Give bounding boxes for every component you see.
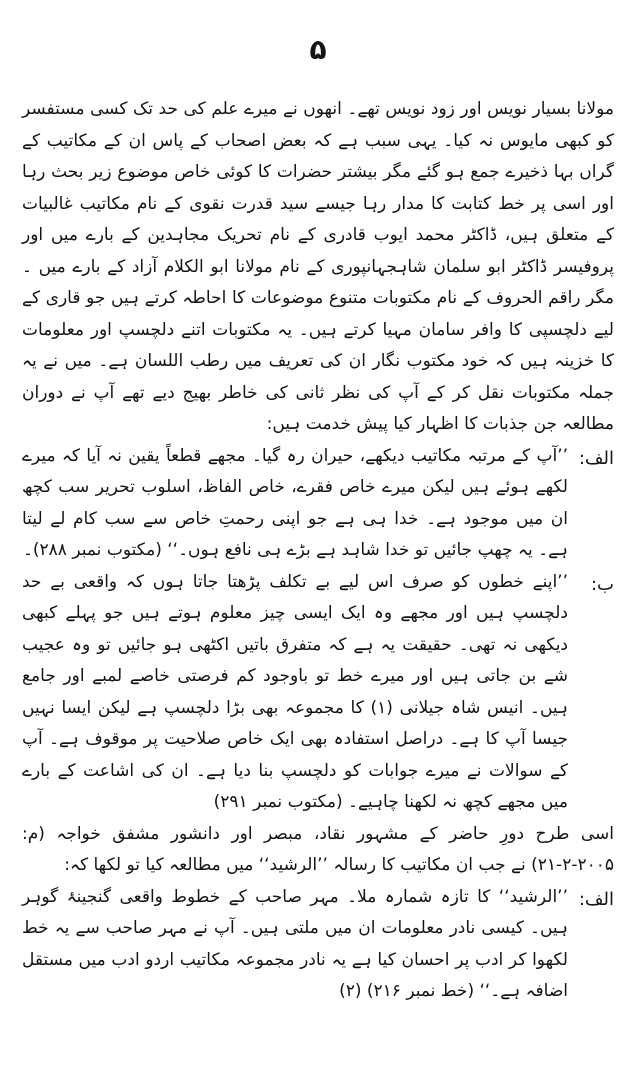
page-number: ۵ <box>309 33 327 66</box>
quote-text: ’’اپنے خطوں کو صرف اس لیے بے تکلف پڑھتا جاتا ہوں کہ واقعی بے حد دلچسپ ہیں اور مجھے وہ ایک ایسی چیز معلوم ہوتے ہیں جو پہلے کبھی دیکھی نہ تھی۔ حقیقت یہ ہے کہ متفرق باتیں اکٹھی ہو جائیں تو وہ عجیب شے بن جاتی ہیں اور میرے خط تو باوجود کم فرصتی خاصے لمبے اور جامع ہیں۔ انیس شاہ جیلانی (۱) کا مجموعہ بھی بڑا دلچسپ ہے لیکن ایسا نہیں جیسا آپ کا ہے۔ دراصل استفادہ بھی ایک خاص صلاحیت پر موقوف ہے۔ آپ کے سوالات نے میرے جوابات کو دلچسپ بنا دیا ہے۔ ان کی اشاعت کے بارے میں مجھے کچھ نہ لکھنا چاہیے۔ (مکتوب نمبر ۲۹۱) <box>22 571 568 812</box>
quote-alif-second <box>22 882 614 1008</box>
transition-paragraph: اسی طرح دورِ حاضر کے مشہور نقاد، مبصر اور دانشور مشفق خواجہ (م: ۲۰۰۵-۲-۲۱) نے جب ان مکاتیب کا رسالہ ’’الرشید‘‘ میں مطالعہ کیا تو لکھا کہ: <box>22 823 614 875</box>
intro-paragraph: مولانا بسیار نویس اور زود نویس تھے۔ انھوں نے میرے علم کی حد تک کسی مستفسر کو کبھی مایوس نہ کیا۔ یہی سبب ہے کہ بعض اصحاب کے پاس ان کے مکاتیب کے گراں بہا ذخیرے جمع ہو گئے مگر بیشتر حضرات کا کوئی خاص موضوع زیر بحث رہا اور اسی پر خط کتابت کا مدار رہا جیسے سید قدرت نقوی کے نام مکاتیب غالبیات کے متعلق ہیں، ڈاکٹر محمد ایوب قادری کے نام تحریک مجاہدین کے بارے میں اور پروفیسر ڈاکٹر ابو سلمان شاہجہانپوری کے نام مولانا ابو الکلام آزاد کے بارے میں ۔ مگر راقم الحروف کے نام مکتوبات متنوع موضوعات کا احاطہ کرتے ہیں جو قاری کے لیے دلچسپی کا وافر سامان مہیا کرتے ہیں۔ یہ مکتوبات اتنے دلچسپ اور معلومات کا خزینہ ہیں کہ خود مکتوب نگار ان کی تعریف میں رطب اللسان ہے۔ میں نے یہ جملہ مکتوبات نقل کر کے آپ کی نظر ثانی کی خاطر بھیج دیے تھے آپ نے دوران مطالعہ جن جذبات کا اظہار کیا پیش خدمت ہیں: <box>22 99 614 434</box>
quote-marker: الف: <box>578 888 614 910</box>
quote-text: ’’آپ کے مرتبہ مکاتیب دیکھے، حیران رہ گیا۔ مجھے قطعاً یقین نہ آیا کہ میرے لکھے ہوئے ہیں لیکن میرے خاص فقرے، خاص الفاظ، اسلوب تحریر سب کچھ ان میں موجود ہے۔ خدا ہی ہے جو اپنی رحمتِ خاص سے سب کام لے لیتا ہے۔ یہ چھپ جائیں تو خدا شاہد ہے بڑے ہی نافع ہوں۔‘‘ (مکتوب نمبر ۲۸۸)۔ <box>22 445 568 560</box>
quote-alif <box>22 441 614 567</box>
quote-marker: الف: <box>578 447 614 469</box>
quote-be <box>22 567 614 819</box>
quote-marker: ب: <box>590 573 614 595</box>
quote-text: ’’الرشید‘‘ کا تازہ شمارہ ملا۔ مہر صاحب کے خطوط واقعی گنجینۂ گوہر ہیں۔ کیسی نادر معلومات ان میں ملتی ہیں۔ آپ نے مہر صاحب سے یہ خط لکھوا کر ادب پر احسان کیا ہے یہ نادر مجموعہ مکاتیب اردو ادب میں مستقل اضافہ ہے۔‘‘ (خط نمبر ۲۱۶) (۲) <box>22 886 568 1001</box>
